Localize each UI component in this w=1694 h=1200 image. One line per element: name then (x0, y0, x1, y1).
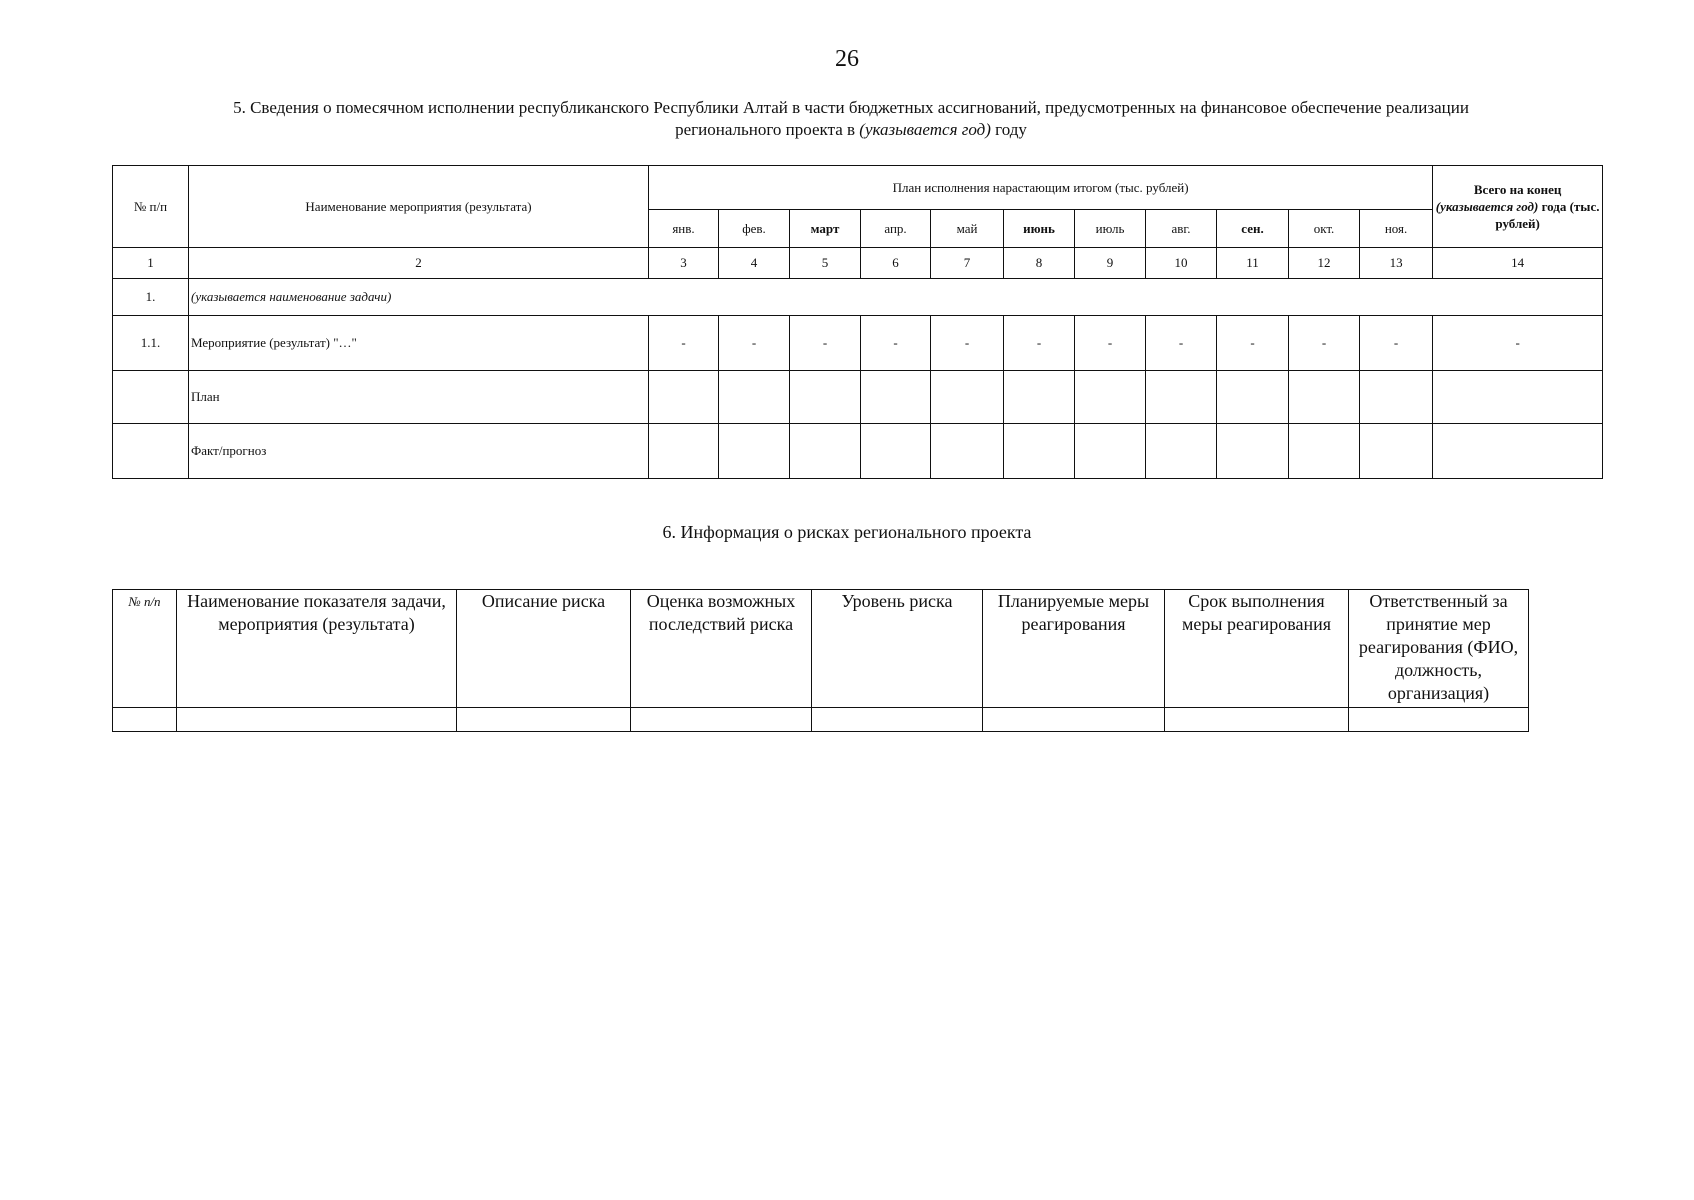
risk-empty-cell (1349, 708, 1529, 732)
fact-value-cell (719, 424, 790, 479)
column-number: 14 (1433, 248, 1603, 279)
column-number: 3 (649, 248, 719, 279)
month-header: фев. (719, 210, 790, 248)
column-number: 4 (719, 248, 790, 279)
fact-value-cell (1360, 424, 1433, 479)
fact-value-cell (1217, 424, 1289, 479)
plan-value-cell (1217, 371, 1289, 424)
risk-header-cell: Ответственный за принятие мер реагирования (ФИО, должность, организация) (1349, 590, 1529, 708)
fact-label: Факт/прогноз (189, 424, 649, 479)
month-header: янв. (649, 210, 719, 248)
event-value-cell: - (790, 316, 861, 371)
month-header: окт. (1289, 210, 1360, 248)
risk-empty-cell (113, 708, 177, 732)
column-number: 11 (1217, 248, 1289, 279)
plan-value-cell (1075, 371, 1146, 424)
plan-value-cell (931, 371, 1004, 424)
plan-value-cell (1146, 371, 1217, 424)
event-value-cell: - (931, 316, 1004, 371)
column-number: 8 (1004, 248, 1075, 279)
column-number: 6 (861, 248, 931, 279)
plan-value-cell (719, 371, 790, 424)
fact-value-cell (1433, 424, 1603, 479)
fact-value-cell (1075, 424, 1146, 479)
event-value-cell: - (649, 316, 719, 371)
plan-value-cell (1004, 371, 1075, 424)
risks-table (112, 589, 1529, 732)
month-header: сен. (1217, 210, 1289, 248)
month-header: июнь (1004, 210, 1075, 248)
plan-value-cell (790, 371, 861, 424)
plan-num-cell (113, 371, 189, 424)
event-value-cell: - (1433, 316, 1603, 371)
month-header: май (931, 210, 1004, 248)
risk-header-cell: Оценка возможных последствий риска (631, 590, 812, 708)
event-value-cell: - (719, 316, 790, 371)
column-number: 1 (113, 248, 189, 279)
risk-empty-cell (457, 708, 631, 732)
fact-value-cell (1146, 424, 1217, 479)
section6-title: 6. Информация о рисках регионального проекта (662, 522, 1032, 542)
plan-value-cell (1433, 371, 1603, 424)
event-value-cell: - (1075, 316, 1146, 371)
fact-value-cell (649, 424, 719, 479)
fact-value-cell (1004, 424, 1075, 479)
fact-value-cell (1289, 424, 1360, 479)
plan-value-cell (861, 371, 931, 424)
plan-label: План (189, 371, 649, 424)
column-number: 13 (1360, 248, 1433, 279)
column-number: 12 (1289, 248, 1360, 279)
section5-title-line1: 5. Сведения о помесячном исполнении республиканского Республики Алтай в части бюджетных ассигнований, предусмотренных на финансовое обеспечение реализации (233, 98, 1469, 117)
fact-num-cell (113, 424, 189, 479)
month-header: июль (1075, 210, 1146, 248)
event-value-cell: - (1217, 316, 1289, 371)
risk-empty-cell (631, 708, 812, 732)
plan-value-cell (1289, 371, 1360, 424)
fact-value-cell (861, 424, 931, 479)
plan-value-cell (649, 371, 719, 424)
fact-value-cell (790, 424, 861, 479)
event-name: Мероприятие (результат) "…" (189, 316, 649, 371)
header-num: № п/п (113, 166, 189, 248)
monthly-execution-table (112, 165, 1603, 479)
risk-header-cell: Планируемые меры реагирования (983, 590, 1165, 708)
month-header: авг. (1146, 210, 1217, 248)
risk-header-cell: Наименование показателя задачи, мероприятия (результата) (177, 590, 457, 708)
event-value-cell: - (1004, 316, 1075, 371)
header-event-name: Наименование мероприятия (результата) (189, 166, 649, 248)
month-header: апр. (861, 210, 931, 248)
risk-header-cell: Срок выполнения меры реагирования (1165, 590, 1349, 708)
month-header: март (790, 210, 861, 248)
column-number: 2 (189, 248, 649, 279)
event-value-cell: - (1360, 316, 1433, 371)
event-value-cell: - (861, 316, 931, 371)
section5-title (112, 97, 1590, 141)
header-plan: План исполнения нарастающим итогом (тыс. рублей) (649, 166, 1433, 210)
risk-header-cell: № п/п (113, 590, 177, 708)
page-number: 26 (835, 46, 859, 72)
event-value-cell: - (1289, 316, 1360, 371)
risk-header-cell: Описание риска (457, 590, 631, 708)
risk-empty-cell (177, 708, 457, 732)
risk-empty-cell (812, 708, 983, 732)
risk-empty-cell (1165, 708, 1349, 732)
section5-title-line2: регионального проекта в (указывается год) году (675, 120, 1027, 139)
task-name: (указывается наименование задачи) (189, 279, 1603, 316)
plan-value-cell (1360, 371, 1433, 424)
header-total: Всего на конец (указывается год) года (тыс. рублей) (1433, 166, 1603, 248)
fact-value-cell (931, 424, 1004, 479)
event-num: 1.1. (113, 316, 189, 371)
task-num: 1. (113, 279, 189, 316)
column-number: 7 (931, 248, 1004, 279)
risk-header-cell: Уровень риска (812, 590, 983, 708)
event-value-cell: - (1146, 316, 1217, 371)
column-number: 5 (790, 248, 861, 279)
risk-empty-cell (983, 708, 1165, 732)
column-number: 9 (1075, 248, 1146, 279)
month-header: ноя. (1360, 210, 1433, 248)
column-number: 10 (1146, 248, 1217, 279)
